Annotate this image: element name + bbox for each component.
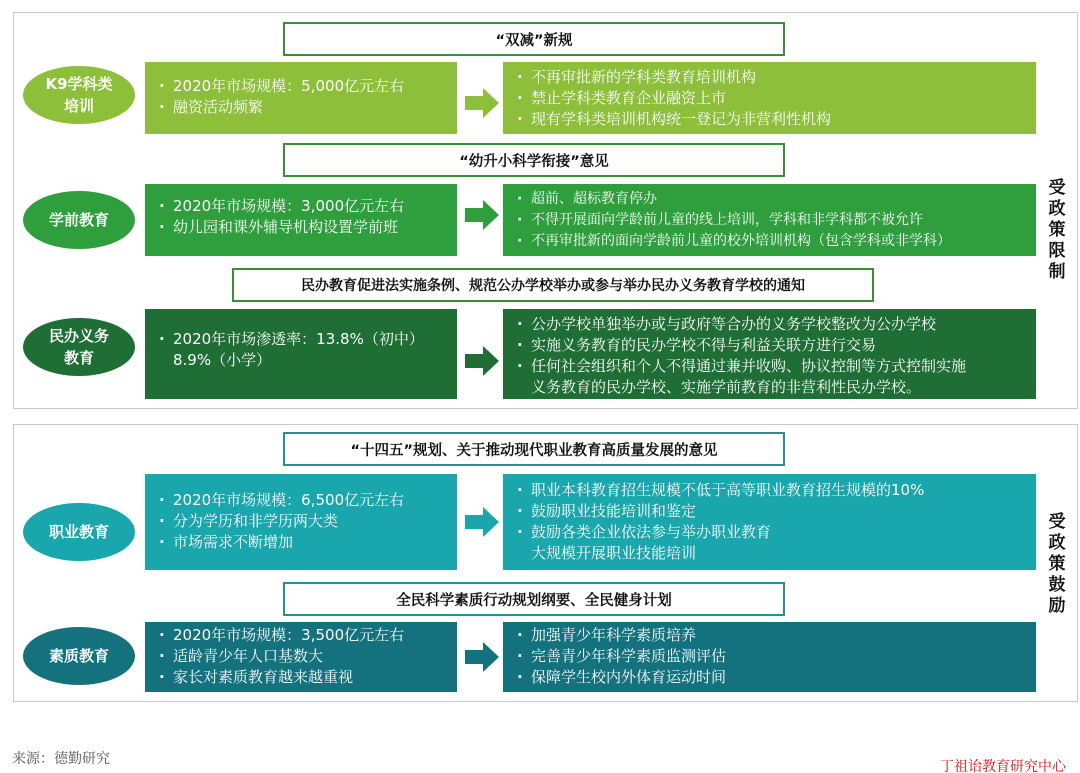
policy-item: · 职业本科教育招生规模不低于高等职业教育招生规模的10% — [513, 480, 1036, 501]
category-preschool: 学前教育 — [23, 191, 135, 249]
policy-box-preschool — [503, 184, 1036, 256]
policy-item: · 不再审批新的学科类教育培训机构 — [513, 67, 1036, 88]
policy-title-private-education-law: 民办教育促进法实施条例、规范公办学校举办或参与举办民办义务教育学校的通知 — [232, 268, 874, 302]
market-item: · 2020年市场渗透率：13.8%（初中） — [155, 329, 457, 350]
market-box-preschool — [145, 184, 457, 256]
market-item: · 市场需求不断增加 — [155, 532, 457, 553]
section-label-encouraged: 受政策鼓励 — [1048, 512, 1066, 616]
arrow-right-icon — [465, 200, 499, 230]
market-box-k9 — [145, 62, 457, 134]
category-k9-tutoring: K9学科类 培训 — [23, 66, 135, 124]
policy-item: · 完善青少年科学素质监测评估 — [513, 646, 1036, 667]
section-label-restricted: 受政策限制 — [1048, 178, 1066, 282]
policy-item: · 禁止学科类教育企业融资上市 — [513, 88, 1036, 109]
source-note: 来源：德勤研究 — [12, 751, 110, 767]
policy-title-vocational: “十四五”规划、关于推动现代职业教育高质量发展的意见 — [283, 432, 785, 466]
policy-item: · 鼓励各类企业依法参与举办职业教育 — [513, 522, 1036, 543]
policy-box-k9 — [503, 62, 1036, 134]
category-vocational: 职业教育 — [23, 503, 135, 561]
market-item: · 2020年市场规模：3,000亿元左右 — [155, 196, 457, 217]
policy-item: · 实施义务教育的民办学校不得与利益关联方进行交易 — [513, 335, 1036, 356]
arrow-right-icon — [465, 88, 499, 118]
policy-item: · 加强青少年科学素质培养 — [513, 625, 1036, 646]
market-box-private — [145, 309, 457, 399]
market-item: · 幼儿园和课外辅导机构设置学前班 — [155, 217, 457, 238]
market-item: · 家长对素质教育越来越重视 — [155, 667, 457, 688]
policy-title-kindergarten-transition: “幼升小科学衔接”意见 — [283, 143, 785, 177]
policy-title-double-reduction: “双减”新规 — [283, 22, 785, 56]
category-quality-education: 素质教育 — [23, 627, 135, 685]
policy-item: · 公办学校单独举办或与政府等合办的义务学校整改为公办学校 — [513, 314, 1036, 335]
market-box-quality — [145, 622, 457, 692]
policy-item: · 不再审批新的面向学龄前儿童的校外培训机构（包含学科或非学科） — [513, 231, 1036, 252]
market-item: · 适龄青少年人口基数大 — [155, 646, 457, 667]
policy-item: · 不得开展面向学龄前儿童的线上培训，学科和非学科都不被允许 — [513, 210, 1036, 231]
policy-title-scientific-literacy: 全民科学素质行动规划纲要、全民健身计划 — [283, 582, 785, 616]
market-item: · 2020年市场规模：3,500亿元左右 — [155, 625, 457, 646]
policy-box-vocational — [503, 474, 1036, 570]
arrow-right-icon — [465, 642, 499, 672]
policy-item: · 保障学生校内外体育运动时间 — [513, 667, 1036, 688]
policy-item: 义务教育的民办学校、实施学前教育的非营利性民办学校。 — [531, 378, 922, 396]
category-private-compulsory: 民办义务 教育 — [23, 318, 135, 376]
arrow-right-icon — [465, 507, 499, 537]
arrow-right-icon — [465, 346, 499, 376]
policy-item: · 鼓励职业技能培训和鉴定 — [513, 501, 1036, 522]
policy-item: · 超前、超标教育停办 — [513, 189, 1036, 210]
policy-box-quality — [503, 622, 1036, 692]
market-box-vocational — [145, 474, 457, 570]
brand-watermark: 丁祖诒教育研究中心 — [940, 759, 1066, 773]
policy-box-private — [503, 309, 1036, 399]
policy-item: · 现有学科类培训机构统一登记为非营利性机构 — [513, 109, 1036, 130]
market-item: · 融资活动频繁 — [155, 97, 457, 118]
policy-item: 大规模开展职业技能培训 — [531, 544, 697, 562]
market-item: · 2020年市场规模：5,000亿元左右 — [155, 76, 457, 97]
market-item: · 2020年市场规模：6,500亿元左右 — [155, 490, 457, 511]
market-item: · 分为学历和非学历两大类 — [155, 511, 457, 532]
market-item: 8.9%（小学） — [173, 351, 272, 369]
policy-item: · 任何社会组织和个人不得通过兼并收购、协议控制等方式控制实施 — [513, 356, 1036, 377]
